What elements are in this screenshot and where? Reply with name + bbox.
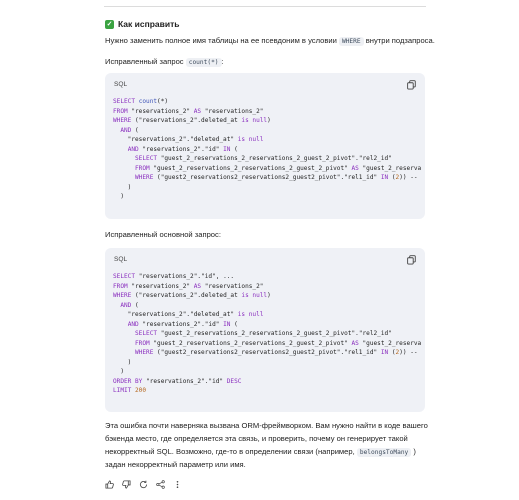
code-token: is null	[241, 117, 268, 124]
code-line	[113, 301, 417, 311]
code-token: is null	[237, 136, 264, 143]
more-icon[interactable]	[173, 480, 182, 489]
code-token: IN	[223, 320, 235, 328]
code-token: (	[135, 301, 139, 309]
code-token: IN	[380, 349, 392, 356]
code-token	[113, 165, 135, 172]
code-token: SELECT	[135, 330, 161, 337]
code-token: ("reservations_2".deleted_at	[135, 117, 242, 124]
divider	[104, 6, 426, 7]
code-token: (	[234, 320, 238, 328]
code-token: IN	[223, 145, 235, 153]
code-line	[113, 329, 417, 339]
code-token: "reservations_2"."id", ...	[138, 273, 235, 280]
code-token: IN	[380, 174, 392, 181]
code-token: "reservations_2"	[131, 282, 194, 290]
code-block-header	[105, 248, 425, 272]
code-token: "reservations_2"	[204, 282, 264, 290]
thumbs-up-icon[interactable]	[105, 480, 114, 489]
code-token: (	[391, 174, 396, 181]
code-line	[113, 183, 417, 193]
code-block-main	[105, 248, 425, 412]
code-token: AND	[120, 126, 136, 134]
code-token: SELECT	[135, 155, 161, 162]
code-token: "reservations_2"	[131, 107, 194, 115]
code-token	[113, 174, 135, 181]
code-token: WHERE	[113, 292, 136, 299]
code-block-header	[105, 73, 425, 97]
code-token: FROM	[113, 107, 132, 115]
code-language-label: SQL	[114, 81, 128, 88]
code-token	[113, 146, 128, 153]
intro-text-end: внутри подзапроса.	[365, 36, 435, 45]
code-token: DESC	[226, 377, 242, 385]
code-token	[113, 340, 135, 347]
conclusion-text: некорректный SQL. Возможно, где-то в определении связи (например,	[105, 447, 355, 456]
conclusion-line: задан некорректный параметр или имя.	[105, 460, 246, 469]
code-token: SELECT	[113, 98, 139, 105]
code-token: AS	[351, 164, 363, 172]
code-token: is null	[237, 311, 264, 318]
code-token: FROM	[135, 339, 154, 347]
code-token: WHERE	[135, 174, 158, 181]
inline-code: WHERE	[339, 37, 364, 46]
conclusion-line: бэкенда место, где определяется эта связь, и проверить, почему он генерирует такой	[105, 434, 408, 443]
main-query-label: Исправленный основной запрос:	[105, 230, 221, 239]
code-token: WHERE	[113, 117, 136, 124]
message-actions	[105, 480, 182, 489]
code-token	[113, 330, 135, 337]
code-token: 2	[395, 174, 400, 181]
section-title: Как исправить	[118, 19, 180, 29]
code-token: WHERE	[135, 349, 158, 356]
code-line	[113, 126, 417, 136]
code-block-subquery	[105, 73, 425, 219]
code-content	[105, 97, 425, 202]
conclusion-line	[105, 446, 416, 459]
code-language-label: SQL	[114, 256, 128, 263]
code-token	[113, 349, 135, 356]
code-token: (	[391, 349, 396, 356]
code-token: "reservations_2"."deleted_at"	[113, 136, 238, 143]
code-token: "reservations_2"."id"	[142, 145, 224, 153]
code-line	[113, 339, 422, 349]
check-icon: ✓	[106, 20, 113, 28]
code-token: AS	[193, 107, 205, 115]
code-token: "reservations_2"	[204, 107, 264, 115]
code-token: )) --	[399, 174, 418, 181]
code-token: AS	[351, 339, 363, 347]
code-token: )	[113, 358, 132, 366]
code-token: "guest_2_reservations_2_reservations_2_guest_2_pivot"."rel2_id"	[160, 155, 392, 162]
code-token: )) --	[399, 349, 418, 356]
code-token: AND	[120, 301, 136, 309]
code-token: LIMIT	[113, 387, 136, 394]
code-token: SELECT	[113, 273, 139, 280]
code-line	[113, 116, 417, 126]
intro-text: Нужно заменить полное имя таблицы на ее псевдоним в условии	[105, 36, 337, 45]
code-token: (*)	[157, 98, 169, 105]
code-line	[113, 154, 417, 164]
section-heading	[105, 19, 179, 29]
code-line	[113, 107, 417, 117]
code-line	[113, 320, 417, 330]
code-token: (	[135, 126, 139, 134]
code-token: AND	[127, 145, 143, 153]
subquery-label	[105, 56, 224, 69]
code-line	[113, 358, 417, 368]
code-line	[113, 310, 417, 320]
code-token: )	[113, 183, 132, 191]
code-line	[113, 291, 417, 301]
code-token: "reservations_2"."id"	[142, 320, 224, 328]
code-token: FROM	[113, 282, 132, 290]
code-line	[113, 367, 417, 377]
regenerate-icon[interactable]	[139, 480, 148, 489]
code-token: ("guest2_reservations2_reservations2_guest2_pivot"."rel1_id"	[157, 349, 381, 356]
code-line	[113, 164, 422, 174]
code-token: is null	[241, 292, 268, 299]
code-token: "guest_2_reservations_2_reservations_2_guest_2_pivot"	[153, 339, 352, 347]
code-token: "reservations_2"."deleted_at"	[113, 311, 238, 318]
code-token: )	[113, 368, 125, 375]
intro-paragraph	[105, 35, 435, 48]
code-line	[113, 272, 417, 282]
code-line	[113, 192, 417, 202]
code-token: "guest_2_reserva	[362, 339, 422, 347]
code-line	[113, 377, 417, 387]
code-content	[105, 272, 425, 396]
code-line	[113, 348, 417, 358]
code-line	[113, 145, 417, 155]
code-token: )	[113, 193, 125, 200]
thumbs-down-icon[interactable]	[122, 480, 131, 489]
subquery-label-text: Исправленный запрос	[105, 57, 184, 66]
code-token: AND	[127, 320, 143, 328]
copy-icon[interactable]	[407, 255, 416, 265]
inline-code: count(*)	[186, 58, 222, 67]
code-token: ("reservations_2".deleted_at	[135, 292, 242, 299]
conclusion-line: Эта ошибка почти наверняка вызвана ORM-фреймворком. Вам нужно найти в коде вашего	[105, 421, 428, 430]
code-token: )	[267, 292, 271, 299]
code-token: FROM	[135, 164, 154, 172]
code-token: 2	[395, 349, 400, 356]
code-line	[113, 282, 417, 292]
code-line	[113, 173, 417, 183]
code-token: )	[267, 117, 271, 124]
code-token: "guest_2_reserva	[362, 164, 422, 172]
code-token: ("guest2_reservations2_reservations2_guest2_pivot"."rel1_id"	[157, 174, 381, 181]
code-token: 200	[135, 387, 147, 394]
code-token: "reservations_2"."id"	[146, 377, 227, 385]
code-token	[113, 321, 128, 328]
code-token	[113, 155, 135, 162]
inline-code: belongsToMany	[357, 448, 411, 457]
copy-icon[interactable]	[407, 80, 416, 90]
subquery-label-colon: :	[221, 57, 224, 66]
code-line	[113, 386, 417, 396]
code-token: "guest_2_reservations_2_reservations_2_guest_2_pivot"	[153, 164, 352, 172]
code-line	[113, 97, 417, 107]
code-token: count	[138, 98, 158, 105]
code-token: AS	[193, 282, 205, 290]
code-token: ORDER BY	[113, 377, 147, 385]
code-token: "guest_2_reservations_2_reservations_2_guest_2_pivot"."rel2_id"	[160, 330, 392, 337]
share-icon[interactable]	[156, 480, 165, 489]
code-line	[113, 135, 417, 145]
conclusion-text-end: )	[413, 447, 416, 456]
code-token: (	[234, 145, 238, 153]
